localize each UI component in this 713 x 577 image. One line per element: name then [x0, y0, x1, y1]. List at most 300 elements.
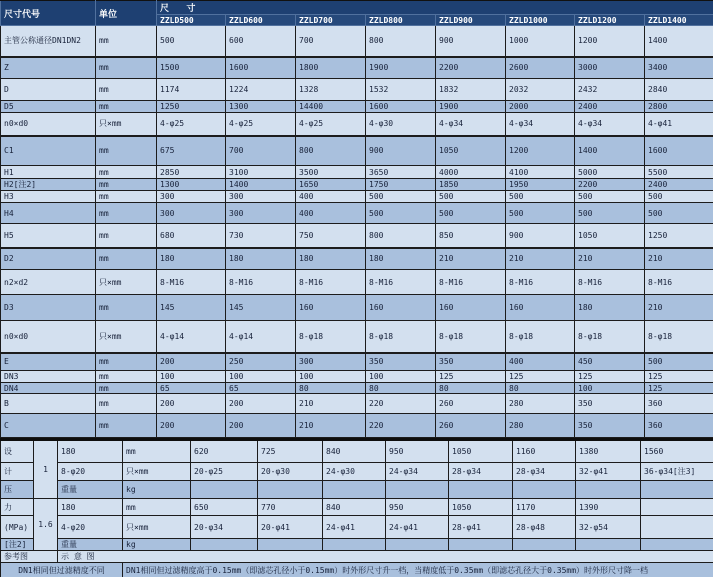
value-cell: 1390	[576, 499, 641, 516]
value-cell: 8-φ18	[366, 321, 436, 353]
dim-label-cell: C1	[1, 136, 96, 166]
dim-label-cell: E	[1, 353, 96, 371]
value-cell	[191, 481, 258, 499]
value-cell: 4-φ25	[157, 113, 226, 136]
dim-row	[1, 270, 713, 295]
value-cell	[641, 516, 713, 539]
pressure-word-cell: (MPa)	[1, 516, 34, 539]
dim-code-header: 尺寸代号	[1, 1, 96, 26]
pressure-word-cell: 计	[1, 463, 34, 481]
value-cell: 280	[506, 414, 575, 438]
dim-row	[1, 79, 713, 101]
value-cell: 1328	[296, 79, 366, 101]
value-cell: 180	[157, 248, 226, 270]
value-cell: 1400	[575, 136, 645, 166]
pressure-value-cell: 1.6	[34, 499, 58, 551]
value-cell: 500	[645, 353, 713, 371]
dim-label-cell: Z	[1, 57, 96, 79]
unit-cell: mm	[96, 203, 157, 224]
value-cell: 1900	[366, 57, 436, 79]
value-cell: 1200	[506, 136, 575, 166]
value-cell: 450	[575, 353, 645, 371]
value-cell: 200	[226, 394, 296, 414]
value-cell: 36-φ34[注3]	[641, 463, 713, 481]
value-cell: 32-φ41	[576, 463, 641, 481]
model-header-cell: ZZLD1400	[645, 15, 713, 26]
dim-row	[1, 295, 713, 321]
dim-label-cell: 主管公称通径DN1DN2	[1, 26, 96, 57]
unit-cell: 只×mm	[123, 516, 191, 539]
value-cell: 500	[157, 26, 226, 57]
value-cell: 260	[436, 414, 506, 438]
unit-cell: mm	[96, 79, 157, 101]
value-cell: 1000	[506, 26, 575, 57]
value-cell: 8-φ18	[506, 321, 575, 353]
value-cell: 160	[296, 295, 366, 321]
value-cell: 1560	[641, 440, 713, 463]
value-cell: 4-φ25	[296, 113, 366, 136]
value-cell: 900	[366, 136, 436, 166]
dim-row	[1, 383, 713, 394]
value-cell	[576, 539, 641, 551]
size-header: 尺 寸	[157, 1, 713, 15]
value-cell: 2432	[575, 79, 645, 101]
value-cell: 1950	[506, 179, 575, 191]
value-cell: 5500	[645, 166, 713, 179]
value-cell: 2800	[645, 101, 713, 113]
note-row	[1, 563, 713, 577]
value-cell: 500	[645, 203, 713, 224]
value-cell: 2840	[645, 79, 713, 101]
unit-cell: 只×mm	[123, 463, 191, 481]
model-header-cell: ZZLD700	[296, 15, 366, 26]
value-cell: 260	[436, 394, 506, 414]
dim-row	[1, 203, 713, 224]
pressure-row	[1, 539, 713, 551]
value-cell: 2200	[575, 179, 645, 191]
unit-cell: kg	[123, 481, 191, 499]
value-cell: 3650	[366, 166, 436, 179]
unit-header: 单位	[96, 1, 157, 26]
value-cell: 730	[226, 224, 296, 248]
unit-cell: mm	[96, 136, 157, 166]
value-cell: 200	[226, 414, 296, 438]
value-cell: 4000	[436, 166, 506, 179]
value-cell	[641, 539, 713, 551]
unit-cell: kg	[123, 539, 191, 551]
value-cell: 125	[436, 371, 506, 383]
value-cell: 28-φ34	[513, 463, 576, 481]
pressure-row	[1, 463, 713, 481]
value-cell	[386, 481, 449, 499]
value-cell: 1900	[436, 101, 506, 113]
value-cell: 4-φ41	[645, 113, 713, 136]
value-cell: 300	[226, 191, 296, 203]
value-cell: 8-φ18	[645, 321, 713, 353]
pressure-row	[1, 481, 713, 499]
value-cell	[191, 539, 258, 551]
value-cell: 8-M16	[645, 270, 713, 295]
dim-row	[1, 414, 713, 438]
value-cell: 210	[645, 295, 713, 321]
value-cell: 4-φ30	[366, 113, 436, 136]
dim-label-cell: n2×d2	[1, 270, 96, 295]
value-cell: 210	[296, 394, 366, 414]
reference-label-cell: 参考图	[1, 551, 58, 563]
dim-label-cell: C	[1, 414, 96, 438]
value-cell: 700	[226, 136, 296, 166]
dim-row	[1, 57, 713, 79]
value-cell: 350	[575, 394, 645, 414]
value-cell: 210	[575, 248, 645, 270]
dim-label-cell: H1	[1, 166, 96, 179]
value-cell: 620	[191, 440, 258, 463]
dim-label-cell: B	[1, 394, 96, 414]
value-cell: 680	[157, 224, 226, 248]
model-header-cell: ZZLD600	[226, 15, 296, 26]
unit-cell: mm	[96, 295, 157, 321]
schematic-label-cell: 示 意 图	[58, 551, 713, 563]
value-cell: 20-φ34	[191, 516, 258, 539]
value-cell: 250	[226, 353, 296, 371]
value-cell: 65	[226, 383, 296, 394]
value-cell: 24-φ34	[386, 463, 449, 481]
unit-cell: mm	[96, 57, 157, 79]
value-cell: 4-φ25	[226, 113, 296, 136]
dim-row	[1, 101, 713, 113]
unit-cell: mm	[96, 179, 157, 191]
value-cell: 950	[386, 499, 449, 516]
value-cell: 500	[436, 191, 506, 203]
attr-cell: 180	[58, 440, 123, 463]
dim-label-cell: DN4	[1, 383, 96, 394]
value-cell: 1380	[576, 440, 641, 463]
dim-row	[1, 371, 713, 383]
value-cell: 1600	[226, 57, 296, 79]
pressure-row	[1, 516, 713, 539]
value-cell: 500	[366, 191, 436, 203]
value-cell: 180	[226, 248, 296, 270]
value-cell: 840	[323, 440, 386, 463]
value-cell: 280	[506, 394, 575, 414]
value-cell: 80	[366, 383, 436, 394]
value-cell: 1600	[366, 101, 436, 113]
unit-cell: mm	[123, 499, 191, 516]
value-cell: 1750	[366, 179, 436, 191]
value-cell: 20-φ30	[258, 463, 323, 481]
value-cell: 180	[296, 248, 366, 270]
attr-cell: 重量	[58, 481, 123, 499]
dim-row	[1, 26, 713, 57]
value-cell: 24-φ41	[386, 516, 449, 539]
value-cell: 1300	[226, 101, 296, 113]
model-header-cell: ZZLD900	[436, 15, 506, 26]
value-cell: 8-φ18	[575, 321, 645, 353]
model-header-cell: ZZLD1200	[575, 15, 645, 26]
value-cell: 800	[296, 136, 366, 166]
value-cell: 100	[296, 371, 366, 383]
unit-cell: mm	[96, 224, 157, 248]
value-cell: 1650	[296, 179, 366, 191]
value-cell: 500	[575, 203, 645, 224]
dim-label-cell: n0×d0	[1, 113, 96, 136]
value-cell: 360	[645, 414, 713, 438]
value-cell: 65	[157, 383, 226, 394]
value-cell: 1050	[449, 440, 513, 463]
value-cell: 3100	[226, 166, 296, 179]
value-cell	[513, 481, 576, 499]
dim-row	[1, 321, 713, 353]
value-cell: 1050	[436, 136, 506, 166]
value-cell: 300	[226, 203, 296, 224]
value-cell: 3400	[645, 57, 713, 79]
value-cell: 80	[436, 383, 506, 394]
value-cell: 125	[645, 371, 713, 383]
reference-row	[1, 551, 713, 563]
value-cell	[576, 481, 641, 499]
value-cell: 950	[386, 440, 449, 463]
value-cell: 2850	[157, 166, 226, 179]
value-cell: 8-M16	[506, 270, 575, 295]
value-cell: 160	[436, 295, 506, 321]
attr-cell: 180	[58, 499, 123, 516]
design-pressure-table	[0, 438, 713, 577]
value-cell: 1850	[436, 179, 506, 191]
unit-cell: mm	[96, 383, 157, 394]
dim-row	[1, 248, 713, 270]
value-cell: 80	[506, 383, 575, 394]
value-cell: 8-M16	[436, 270, 506, 295]
value-cell: 1250	[645, 224, 713, 248]
value-cell: 100	[575, 383, 645, 394]
attr-cell: 8-φ20	[58, 463, 123, 481]
value-cell: 20-φ25	[191, 463, 258, 481]
value-cell: 32-φ54	[576, 516, 641, 539]
value-cell	[449, 539, 513, 551]
value-cell: 300	[157, 191, 226, 203]
dim-row	[1, 394, 713, 414]
model-header-cell: ZZLD800	[366, 15, 436, 26]
value-cell: 2400	[645, 179, 713, 191]
value-cell: 220	[366, 394, 436, 414]
dim-label-cell: H2[注2]	[1, 179, 96, 191]
value-cell: 8-M16	[226, 270, 296, 295]
value-cell	[323, 539, 386, 551]
unit-cell: mm	[96, 248, 157, 270]
pressure-row	[1, 440, 713, 463]
value-cell: 400	[296, 203, 366, 224]
value-cell: 400	[506, 353, 575, 371]
value-cell	[258, 539, 323, 551]
unit-cell: 只×mm	[96, 321, 157, 353]
value-cell: 840	[323, 499, 386, 516]
note-left-cell: DN1相同但过滤精度不同	[1, 563, 123, 577]
value-cell: 28-φ34	[449, 463, 513, 481]
value-cell: 4100	[506, 166, 575, 179]
value-cell: 300	[157, 203, 226, 224]
pressure-word-cell: 压	[1, 481, 34, 499]
value-cell: 2400	[575, 101, 645, 113]
value-cell: 8-φ18	[296, 321, 366, 353]
value-cell: 160	[506, 295, 575, 321]
value-cell: 900	[506, 224, 575, 248]
value-cell: 4-φ14	[226, 321, 296, 353]
value-cell: 160	[366, 295, 436, 321]
dim-label-cell: D	[1, 79, 96, 101]
value-cell	[386, 539, 449, 551]
value-cell: 725	[258, 440, 323, 463]
value-cell: 4-φ34	[575, 113, 645, 136]
unit-cell: mm	[96, 166, 157, 179]
value-cell: 350	[575, 414, 645, 438]
value-cell: 1200	[575, 26, 645, 57]
unit-cell: 只×mm	[96, 270, 157, 295]
value-cell: 1300	[157, 179, 226, 191]
value-cell: 360	[645, 394, 713, 414]
value-cell: 100	[226, 371, 296, 383]
value-cell: 3000	[575, 57, 645, 79]
note-right-cell: DN1相同但过滤精度高于0.15mm（即滤芯孔径小于0.15mm）时外形尺寸升一档，当精度低于0.35mm（即滤芯孔径大于0.35mm）时外形尺寸降一档	[123, 563, 713, 577]
dim-row	[1, 179, 713, 191]
value-cell: 800	[366, 224, 436, 248]
value-cell: 14400	[296, 101, 366, 113]
value-cell: 1600	[645, 136, 713, 166]
value-cell: 675	[157, 136, 226, 166]
value-cell: 180	[366, 248, 436, 270]
dim-label-cell: H5	[1, 224, 96, 248]
pressure-value-cell: 1	[34, 440, 58, 499]
value-cell: 1050	[575, 224, 645, 248]
value-cell: 8-M16	[366, 270, 436, 295]
value-cell: 5000	[575, 166, 645, 179]
value-cell: 800	[366, 26, 436, 57]
model-header-cell: ZZLD1000	[506, 15, 575, 26]
unit-cell: mm	[96, 394, 157, 414]
dim-label-cell: n0×d0	[1, 321, 96, 353]
value-cell: 180	[575, 295, 645, 321]
dim-row	[1, 191, 713, 203]
unit-cell: mm	[96, 26, 157, 57]
value-cell: 8-M16	[575, 270, 645, 295]
value-cell: 300	[296, 353, 366, 371]
unit-cell: mm	[96, 353, 157, 371]
value-cell: 500	[506, 191, 575, 203]
value-cell: 28-φ41	[449, 516, 513, 539]
attr-cell: 重量	[58, 539, 123, 551]
value-cell: 125	[645, 383, 713, 394]
value-cell: 24-φ41	[323, 516, 386, 539]
model-header-cell: ZZLD500	[157, 15, 226, 26]
value-cell: 200	[157, 414, 226, 438]
value-cell: 8-M16	[296, 270, 366, 295]
value-cell	[258, 481, 323, 499]
dim-row	[1, 113, 713, 136]
unit-cell: mm	[96, 371, 157, 383]
value-cell: 4-φ34	[436, 113, 506, 136]
dim-row	[1, 166, 713, 179]
value-cell: 1160	[513, 440, 576, 463]
value-cell: 1500	[157, 57, 226, 79]
value-cell: 1400	[645, 26, 713, 57]
value-cell: 500	[366, 203, 436, 224]
value-cell: 850	[436, 224, 506, 248]
value-cell: 350	[366, 353, 436, 371]
value-cell: 500	[575, 191, 645, 203]
value-cell: 100	[366, 371, 436, 383]
value-cell: 1224	[226, 79, 296, 101]
pressure-word-cell: 设	[1, 440, 34, 463]
unit-cell: mm	[96, 414, 157, 438]
value-cell: 210	[645, 248, 713, 270]
dim-label-cell: H4	[1, 203, 96, 224]
value-cell: 1532	[366, 79, 436, 101]
dim-label-cell: DN3	[1, 371, 96, 383]
value-cell: 24-φ30	[323, 463, 386, 481]
value-cell	[513, 539, 576, 551]
value-cell: 350	[436, 353, 506, 371]
value-cell: 650	[191, 499, 258, 516]
value-cell	[641, 499, 713, 516]
value-cell: 100	[157, 371, 226, 383]
value-cell: 1174	[157, 79, 226, 101]
value-cell: 125	[575, 371, 645, 383]
value-cell: 8-M16	[157, 270, 226, 295]
value-cell: 1832	[436, 79, 506, 101]
value-cell	[449, 481, 513, 499]
value-cell	[641, 481, 713, 499]
dim-label-cell: D2	[1, 248, 96, 270]
value-cell: 1250	[157, 101, 226, 113]
value-cell: 500	[645, 191, 713, 203]
pressure-word-cell: [注2]	[1, 539, 34, 551]
value-cell: 1050	[449, 499, 513, 516]
unit-cell: 只×mm	[96, 113, 157, 136]
value-cell: 125	[506, 371, 575, 383]
value-cell: 145	[157, 295, 226, 321]
value-cell: 400	[296, 191, 366, 203]
value-cell: 200	[157, 353, 226, 371]
value-cell: 210	[436, 248, 506, 270]
value-cell: 145	[226, 295, 296, 321]
value-cell: 2200	[436, 57, 506, 79]
value-cell: 4-φ14	[157, 321, 226, 353]
value-cell: 2032	[506, 79, 575, 101]
value-cell: 600	[226, 26, 296, 57]
value-cell: 2600	[506, 57, 575, 79]
value-cell: 220	[366, 414, 436, 438]
pressure-row	[1, 499, 713, 516]
value-cell: 3500	[296, 166, 366, 179]
unit-cell: mm	[96, 101, 157, 113]
attr-cell: 4-φ20	[58, 516, 123, 539]
dim-label-cell: D3	[1, 295, 96, 321]
value-cell: 900	[436, 26, 506, 57]
value-cell: 500	[436, 203, 506, 224]
value-cell: 700	[296, 26, 366, 57]
unit-cell: mm	[123, 440, 191, 463]
value-cell: 1170	[513, 499, 576, 516]
value-cell: 4-φ34	[506, 113, 575, 136]
value-cell: 1800	[296, 57, 366, 79]
value-cell: 1400	[226, 179, 296, 191]
dim-label-cell: H3	[1, 191, 96, 203]
value-cell: 80	[296, 383, 366, 394]
value-cell: 210	[296, 414, 366, 438]
value-cell: 20-φ41	[258, 516, 323, 539]
value-cell	[323, 481, 386, 499]
value-cell: 210	[506, 248, 575, 270]
pressure-word-cell: 力	[1, 499, 34, 516]
